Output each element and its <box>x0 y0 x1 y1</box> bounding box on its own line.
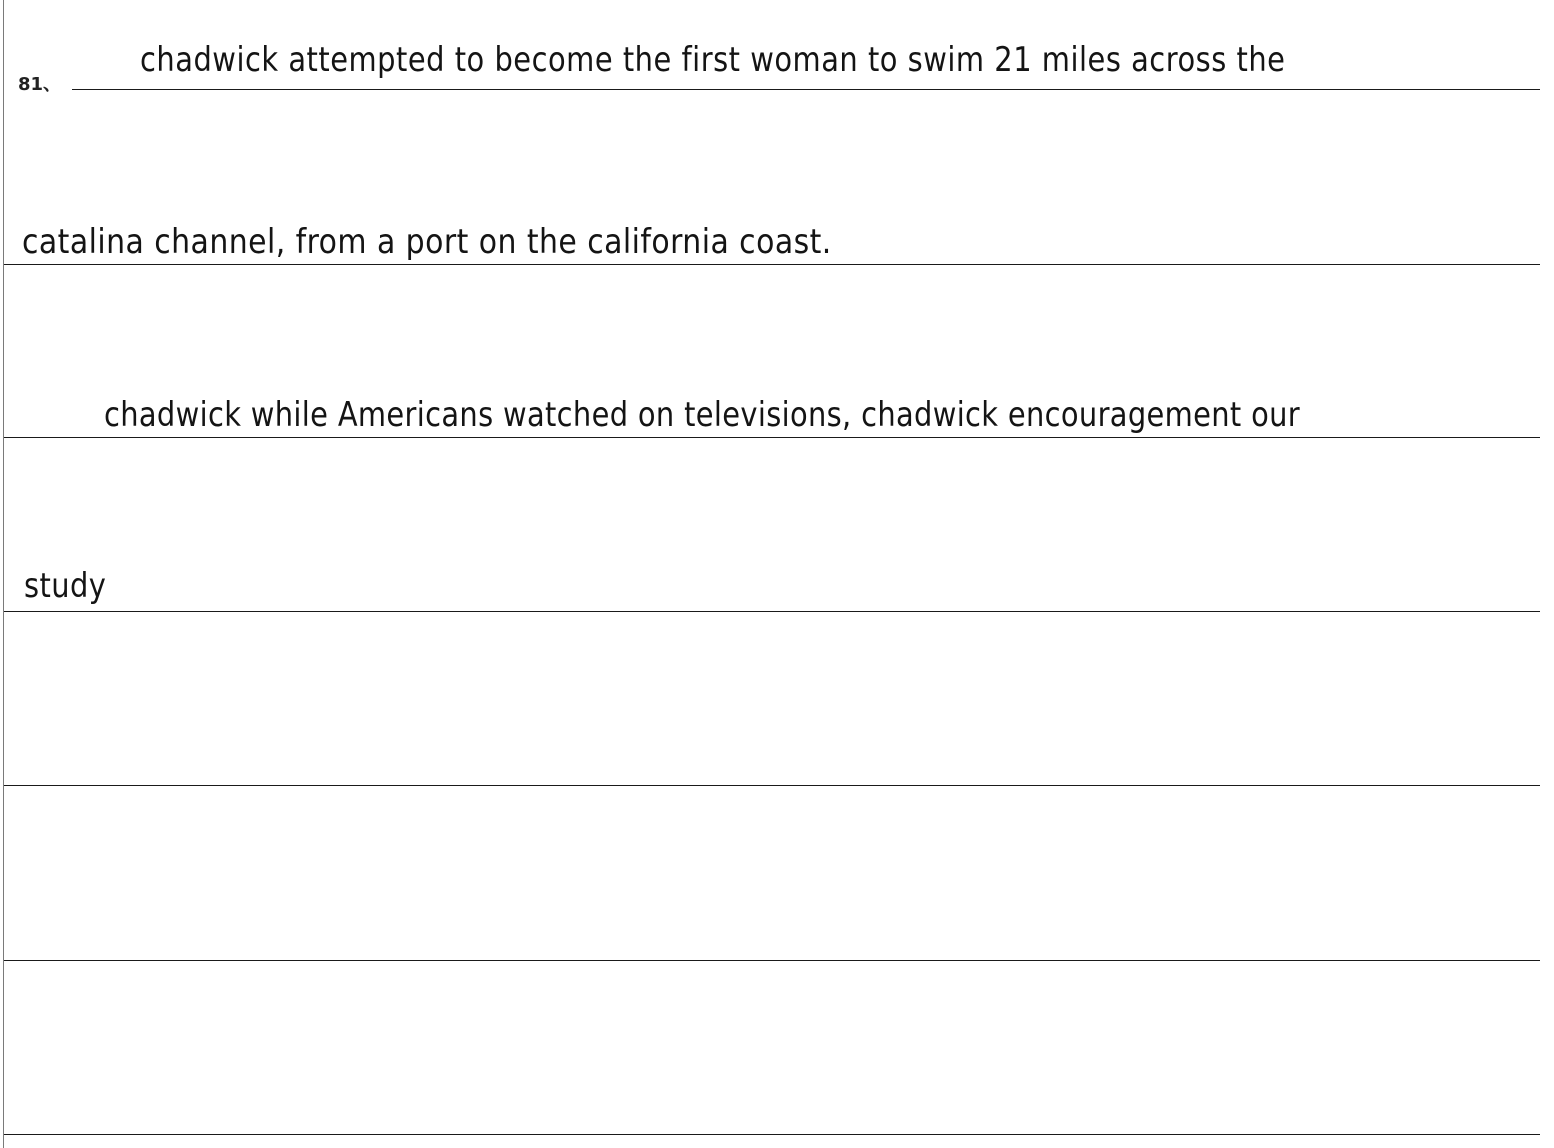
answer-line-3: chadwick while Americans watched on televisions, chadwick encouragement our <box>104 395 1301 435</box>
writing-rule-2 <box>4 264 1540 265</box>
answer-line-4: study <box>24 566 107 606</box>
writing-rule-6 <box>4 960 1540 961</box>
writing-rule-4 <box>4 611 1540 612</box>
question-number: 81、 <box>18 74 62 95</box>
answer-line-1: chadwick attempted to become the first woman to swim 21 miles across the <box>140 40 1286 80</box>
writing-rule-5 <box>4 785 1540 786</box>
page-left-border <box>3 0 4 1148</box>
writing-rule-1 <box>72 89 1540 90</box>
writing-rule-3 <box>4 437 1540 438</box>
writing-rule-7 <box>4 1134 1540 1135</box>
answer-line-2: catalina channel, from a port on the california coast. <box>22 222 832 262</box>
